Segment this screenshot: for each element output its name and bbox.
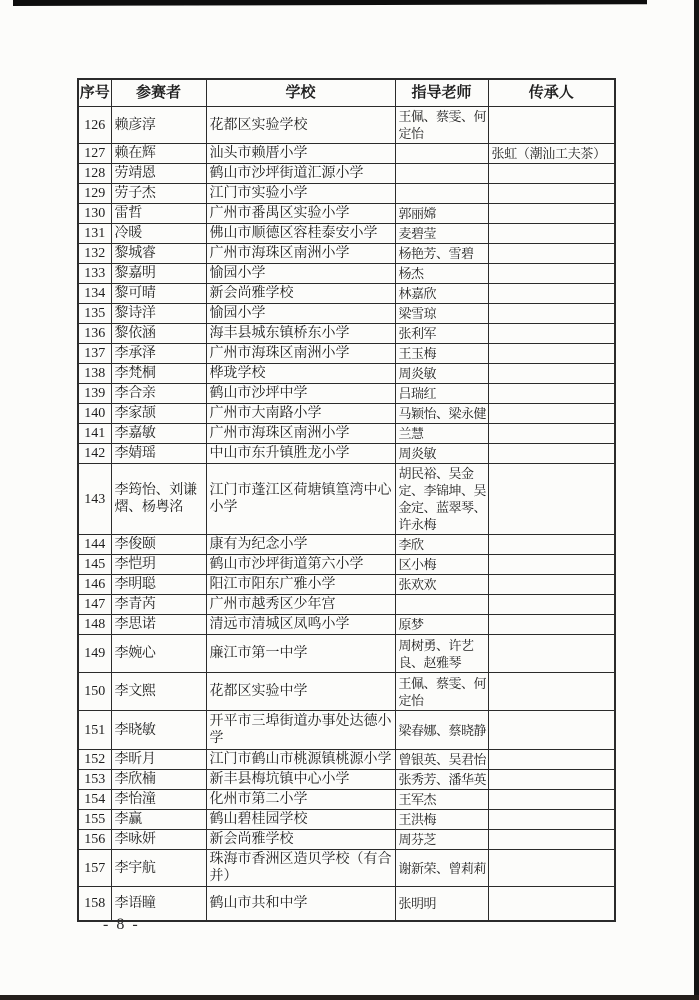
table-row xyxy=(78,324,615,344)
cell-inheritor xyxy=(488,635,615,673)
cell-no: 143 xyxy=(78,464,111,535)
scan-artifact-bottom-bar xyxy=(0,995,699,1000)
cell-inheritor xyxy=(488,344,615,364)
cell-participant: 李恺玥 xyxy=(111,555,206,575)
table-row xyxy=(78,164,615,184)
cell-teachers: 周炎敏 xyxy=(395,444,488,464)
cell-participant: 劳靖恩 xyxy=(111,164,206,184)
cell-school: 珠海市香洲区造贝学校（有合并） xyxy=(206,850,395,887)
cell-school: 江门市实验小学 xyxy=(206,184,395,204)
cell-participant: 李宇航 xyxy=(111,850,206,887)
cell-teachers: 王玉梅 xyxy=(395,344,488,364)
cell-inheritor xyxy=(488,224,615,244)
cell-no: 139 xyxy=(78,384,111,404)
cell-participant: 李承泽 xyxy=(111,344,206,364)
cell-participant: 李家颉 xyxy=(111,404,206,424)
cell-teachers: 原梦 xyxy=(395,615,488,635)
cell-school: 广州市海珠区南洲小学 xyxy=(206,344,395,364)
cell-teachers: 区小梅 xyxy=(395,555,488,575)
cell-inheritor xyxy=(488,555,615,575)
table-row xyxy=(78,770,615,790)
table-row xyxy=(78,364,615,384)
table-row xyxy=(78,711,615,750)
table-header-row xyxy=(78,79,615,107)
cell-inheritor xyxy=(488,204,615,224)
cell-no: 148 xyxy=(78,615,111,635)
cell-participant: 黎嘉明 xyxy=(111,264,206,284)
cell-no: 140 xyxy=(78,404,111,424)
table-row xyxy=(78,615,615,635)
cell-no: 158 xyxy=(78,887,111,921)
cell-teachers: 王军杰 xyxy=(395,790,488,810)
cell-no: 149 xyxy=(78,635,111,673)
cell-inheritor xyxy=(488,384,615,404)
cell-school: 江门市蓬江区荷塘镇篁湾中心小学 xyxy=(206,464,395,535)
cell-participant: 黎诗洋 xyxy=(111,304,206,324)
cell-no: 138 xyxy=(78,364,111,384)
header-participant: 参赛者 xyxy=(111,79,206,107)
cell-teachers: 杨杰 xyxy=(395,264,488,284)
cell-school: 鹤山市沙坪中学 xyxy=(206,384,395,404)
cell-participant: 李语瞳 xyxy=(111,887,206,921)
table-row xyxy=(78,304,615,324)
page-number: - 8 - xyxy=(103,916,140,933)
cell-inheritor xyxy=(488,444,615,464)
table-row xyxy=(78,424,615,444)
cell-inheritor xyxy=(488,184,615,204)
cell-teachers xyxy=(395,144,488,164)
cell-no: 128 xyxy=(78,164,111,184)
cell-teachers: 周树勇、许艺良、赵雅琴 xyxy=(395,635,488,673)
cell-inheritor xyxy=(488,810,615,830)
cell-participant: 李赢 xyxy=(111,810,206,830)
cell-no: 134 xyxy=(78,284,111,304)
cell-school: 新丰县梅坑镇中心小学 xyxy=(206,770,395,790)
scan-artifact-right-line xyxy=(694,0,699,1000)
cell-participant: 李婧瑶 xyxy=(111,444,206,464)
table-row xyxy=(78,535,615,555)
cell-participant: 李筠怡、刘谦熠、杨粤洺 xyxy=(111,464,206,535)
cell-teachers: 王佩、蔡雯、何定怡 xyxy=(395,673,488,711)
cell-no: 144 xyxy=(78,535,111,555)
cell-teachers: 吕瑞红 xyxy=(395,384,488,404)
cell-no: 129 xyxy=(78,184,111,204)
cell-inheritor xyxy=(488,615,615,635)
cell-school: 佛山市顺德区容桂泰安小学 xyxy=(206,224,395,244)
cell-teachers: 张秀芳、潘华英 xyxy=(395,770,488,790)
cell-school: 化州市第二小学 xyxy=(206,790,395,810)
cell-participant: 黎依涵 xyxy=(111,324,206,344)
cell-inheritor xyxy=(488,535,615,555)
cell-school: 鹤山市共和中学 xyxy=(206,887,395,921)
cell-no: 131 xyxy=(78,224,111,244)
cell-inheritor xyxy=(488,850,615,887)
table-row xyxy=(78,464,615,535)
table-row xyxy=(78,244,615,264)
table-row xyxy=(78,264,615,284)
cell-no: 130 xyxy=(78,204,111,224)
cell-participant: 李昕月 xyxy=(111,750,206,770)
participants-table xyxy=(77,78,616,922)
cell-inheritor xyxy=(488,790,615,810)
cell-teachers xyxy=(395,184,488,204)
cell-inheritor xyxy=(488,304,615,324)
cell-participant: 李晓敏 xyxy=(111,711,206,750)
cell-no: 142 xyxy=(78,444,111,464)
table-row xyxy=(78,184,615,204)
cell-inheritor xyxy=(488,770,615,790)
table-row xyxy=(78,384,615,404)
cell-participant: 劳子杰 xyxy=(111,184,206,204)
cell-no: 126 xyxy=(78,107,111,144)
cell-school: 广州市海珠区南洲小学 xyxy=(206,244,395,264)
cell-no: 157 xyxy=(78,850,111,887)
scan-artifact-top-bar xyxy=(13,0,647,6)
cell-school: 鹤山市沙坪街道第六小学 xyxy=(206,555,395,575)
cell-school: 新会尚雅学校 xyxy=(206,284,395,304)
cell-inheritor xyxy=(488,264,615,284)
cell-no: 137 xyxy=(78,344,111,364)
cell-teachers: 马颖怡、梁永健 xyxy=(395,404,488,424)
cell-school: 康有为纪念小学 xyxy=(206,535,395,555)
cell-participant: 李思诺 xyxy=(111,615,206,635)
header-school: 学校 xyxy=(206,79,395,107)
table-row xyxy=(78,224,615,244)
cell-school: 广州市海珠区南洲小学 xyxy=(206,424,395,444)
table-row xyxy=(78,344,615,364)
cell-school: 江门市鹤山市桃源镇桃源小学 xyxy=(206,750,395,770)
cell-participant: 李青芮 xyxy=(111,595,206,615)
cell-inheritor xyxy=(488,595,615,615)
cell-teachers: 王佩、蔡雯、何定怡 xyxy=(395,107,488,144)
cell-participant: 李嘉敏 xyxy=(111,424,206,444)
cell-school: 新会尚雅学校 xyxy=(206,830,395,850)
cell-no: 127 xyxy=(78,144,111,164)
header-no: 序号 xyxy=(78,79,111,107)
cell-inheritor xyxy=(488,887,615,921)
cell-teachers: 胡民裕、吴金定、李锦坤、吴金定、蓝翠琴、许永梅 xyxy=(395,464,488,535)
cell-teachers: 周炎敏 xyxy=(395,364,488,384)
table-row xyxy=(78,673,615,711)
cell-participant: 赖彦淳 xyxy=(111,107,206,144)
cell-school: 开平市三埠街道办事处达德小学 xyxy=(206,711,395,750)
cell-inheritor xyxy=(488,107,615,144)
cell-inheritor xyxy=(488,244,615,264)
cell-school: 鹤山碧桂园学校 xyxy=(206,810,395,830)
cell-school: 广州市大南路小学 xyxy=(206,404,395,424)
cell-teachers: 兰慧 xyxy=(395,424,488,444)
cell-participant: 赖在辉 xyxy=(111,144,206,164)
cell-teachers: 杨艳芳、雪碧 xyxy=(395,244,488,264)
cell-inheritor xyxy=(488,164,615,184)
cell-teachers: 梁春娜、蔡晓静 xyxy=(395,711,488,750)
cell-teachers: 麦碧莹 xyxy=(395,224,488,244)
cell-school: 海丰县城东镇桥东小学 xyxy=(206,324,395,344)
cell-no: 150 xyxy=(78,673,111,711)
cell-participant: 黎城睿 xyxy=(111,244,206,264)
table-row xyxy=(78,750,615,770)
header-teachers: 指导老师 xyxy=(395,79,488,107)
cell-participant: 李咏妍 xyxy=(111,830,206,850)
cell-inheritor xyxy=(488,711,615,750)
cell-no: 155 xyxy=(78,810,111,830)
cell-teachers: 谢新荣、曾莉莉 xyxy=(395,850,488,887)
cell-inheritor xyxy=(488,575,615,595)
cell-teachers: 张利军 xyxy=(395,324,488,344)
cell-participant: 李俊颐 xyxy=(111,535,206,555)
table-row xyxy=(78,444,615,464)
cell-participant: 李怡潼 xyxy=(111,790,206,810)
table-row xyxy=(78,107,615,144)
cell-inheritor xyxy=(488,673,615,711)
cell-school: 广州市番禺区实验小学 xyxy=(206,204,395,224)
cell-participant: 雷哲 xyxy=(111,204,206,224)
cell-school: 中山市东升镇胜龙小学 xyxy=(206,444,395,464)
cell-school: 汕头市赖厝小学 xyxy=(206,144,395,164)
cell-inheritor xyxy=(488,750,615,770)
table-row xyxy=(78,144,615,164)
cell-participant: 黎可晴 xyxy=(111,284,206,304)
table-row xyxy=(78,635,615,673)
cell-teachers: 张欢欢 xyxy=(395,575,488,595)
cell-teachers: 张明明 xyxy=(395,887,488,921)
table-row xyxy=(78,850,615,887)
table-row xyxy=(78,830,615,850)
participants-table-container xyxy=(77,78,614,922)
cell-inheritor xyxy=(488,284,615,304)
table-row xyxy=(78,575,615,595)
cell-no: 146 xyxy=(78,575,111,595)
table-row xyxy=(78,204,615,224)
cell-no: 153 xyxy=(78,770,111,790)
cell-teachers xyxy=(395,595,488,615)
cell-no: 151 xyxy=(78,711,111,750)
cell-school: 广州市越秀区少年宫 xyxy=(206,595,395,615)
cell-inheritor xyxy=(488,830,615,850)
cell-no: 156 xyxy=(78,830,111,850)
cell-school: 清远市清城区凤鸣小学 xyxy=(206,615,395,635)
cell-no: 135 xyxy=(78,304,111,324)
table-row xyxy=(78,887,615,921)
header-inheritor: 传承人 xyxy=(488,79,615,107)
table-row xyxy=(78,810,615,830)
table-row xyxy=(78,595,615,615)
cell-school: 花都区实验学校 xyxy=(206,107,395,144)
cell-school: 阳江市阳东广雅小学 xyxy=(206,575,395,595)
cell-participant: 李婉心 xyxy=(111,635,206,673)
cell-teachers: 曾银英、吴君怡 xyxy=(395,750,488,770)
cell-school: 愉园小学 xyxy=(206,264,395,284)
cell-no: 136 xyxy=(78,324,111,344)
table-row xyxy=(78,790,615,810)
cell-no: 141 xyxy=(78,424,111,444)
cell-inheritor xyxy=(488,464,615,535)
table-row xyxy=(78,555,615,575)
cell-school: 花都区实验中学 xyxy=(206,673,395,711)
table-row xyxy=(78,404,615,424)
cell-teachers xyxy=(395,164,488,184)
cell-inheritor xyxy=(488,404,615,424)
cell-teachers: 郭丽嫦 xyxy=(395,204,488,224)
cell-inheritor: 张虹（潮汕工夫茶） xyxy=(488,144,615,164)
cell-participant: 李合亲 xyxy=(111,384,206,404)
cell-no: 133 xyxy=(78,264,111,284)
cell-school: 桦珑学校 xyxy=(206,364,395,384)
cell-participant: 李欣楠 xyxy=(111,770,206,790)
cell-teachers: 梁雪琼 xyxy=(395,304,488,324)
cell-school: 廉江市第一中学 xyxy=(206,635,395,673)
cell-participant: 冷暖 xyxy=(111,224,206,244)
table-row xyxy=(78,284,615,304)
cell-teachers: 王洪梅 xyxy=(395,810,488,830)
cell-participant: 李梵桐 xyxy=(111,364,206,384)
cell-teachers: 林嘉欣 xyxy=(395,284,488,304)
cell-no: 154 xyxy=(78,790,111,810)
cell-no: 147 xyxy=(78,595,111,615)
cell-participant: 李明聪 xyxy=(111,575,206,595)
cell-no: 145 xyxy=(78,555,111,575)
cell-teachers: 李欣 xyxy=(395,535,488,555)
cell-inheritor xyxy=(488,364,615,384)
cell-no: 152 xyxy=(78,750,111,770)
cell-teachers: 周芬芝 xyxy=(395,830,488,850)
cell-inheritor xyxy=(488,424,615,444)
cell-inheritor xyxy=(488,324,615,344)
cell-participant: 李文熙 xyxy=(111,673,206,711)
cell-school: 鹤山市沙坪街道汇源小学 xyxy=(206,164,395,184)
cell-school: 愉园小学 xyxy=(206,304,395,324)
cell-no: 132 xyxy=(78,244,111,264)
